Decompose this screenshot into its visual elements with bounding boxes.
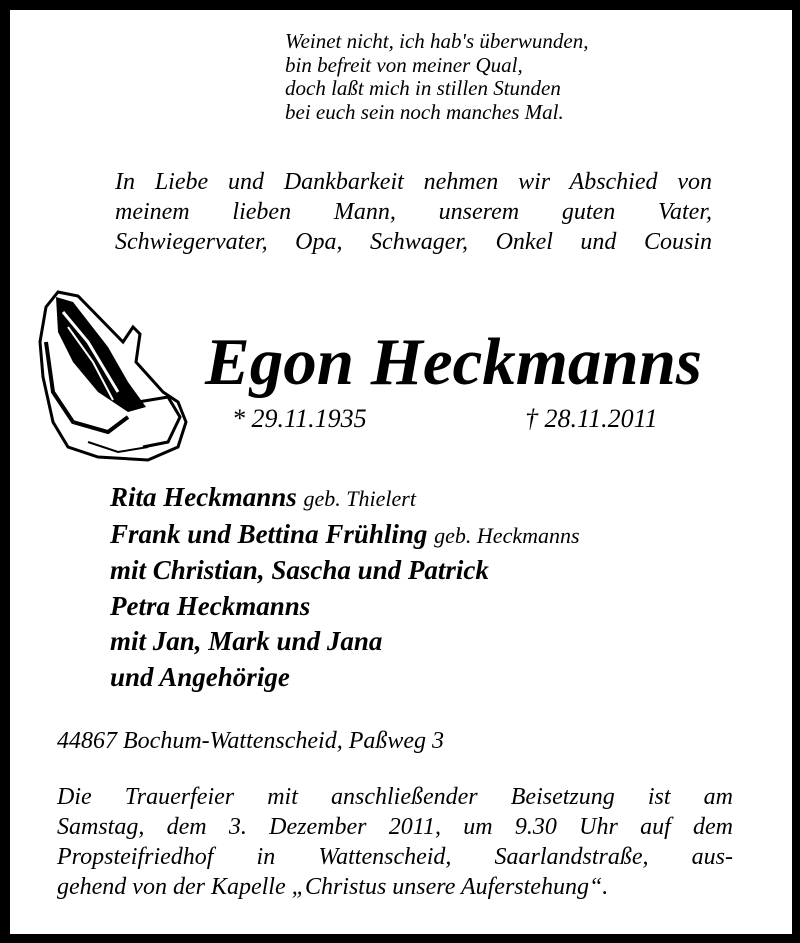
funeral-line: gehend von der Kapelle „Christus unsere Auferstehung“. [57,874,609,900]
poem-line: Weinet nicht, ich hab's überwunden, [285,29,589,53]
address: 44867 Bochum-Wattenscheid, Paßweg 3 [57,728,445,754]
family-name: Frank und Bettina Frühling [110,518,428,549]
family-note: geb. Heckmanns [434,522,580,548]
family-name: Rita Heckmanns [110,482,297,512]
poem [285,30,589,124]
family-note: geb. Thielert [303,486,416,511]
family-item [110,517,580,554]
intro-line: Schwiegervater, Opa, Schwager, Onkel und Cousin [115,229,712,255]
intro-line: meinem lieben Mann, unserem guten Vater, [115,199,712,225]
family-list [110,480,580,695]
family-item [110,553,580,589]
family-name: und Angehörige [110,661,290,692]
family-name: Petra Heckmanns [110,590,311,621]
family-item [110,624,580,660]
birth-date: * 29.11.1935 [232,404,367,433]
intro-text [115,167,712,257]
poem-line: bin befreit von meiner Qual, [285,52,523,77]
family-item [110,480,580,517]
funeral-line: Samstag, dem 3. Dezember 2011, um 9.30 Uhr auf dem [57,814,733,840]
family-name: mit Christian, Sascha und Patrick [110,555,489,585]
funeral-line: Die Trauerfeier mit anschließender Beisetzung ist am [57,784,733,810]
family-item [110,589,580,625]
deceased-name: Egon Heckmanns [205,325,703,399]
funeral-line: Propsteifriedhof in Wattenscheid, Saarlandstraße, aus- [57,844,733,870]
funeral-info [57,782,733,902]
poem-line: bei euch sein noch manches Mal. [285,99,564,124]
poem-line: doch laßt mich in stillen Stunden [285,76,561,100]
intro-line: In Liebe und Dankbarkeit nehmen wir Abschied von [115,169,712,195]
family-name: mit Jan, Mark und Jana [110,626,383,656]
praying-hands-icon [28,282,188,467]
death-date: † 28.11.2011 [525,404,658,433]
family-item [110,660,580,696]
